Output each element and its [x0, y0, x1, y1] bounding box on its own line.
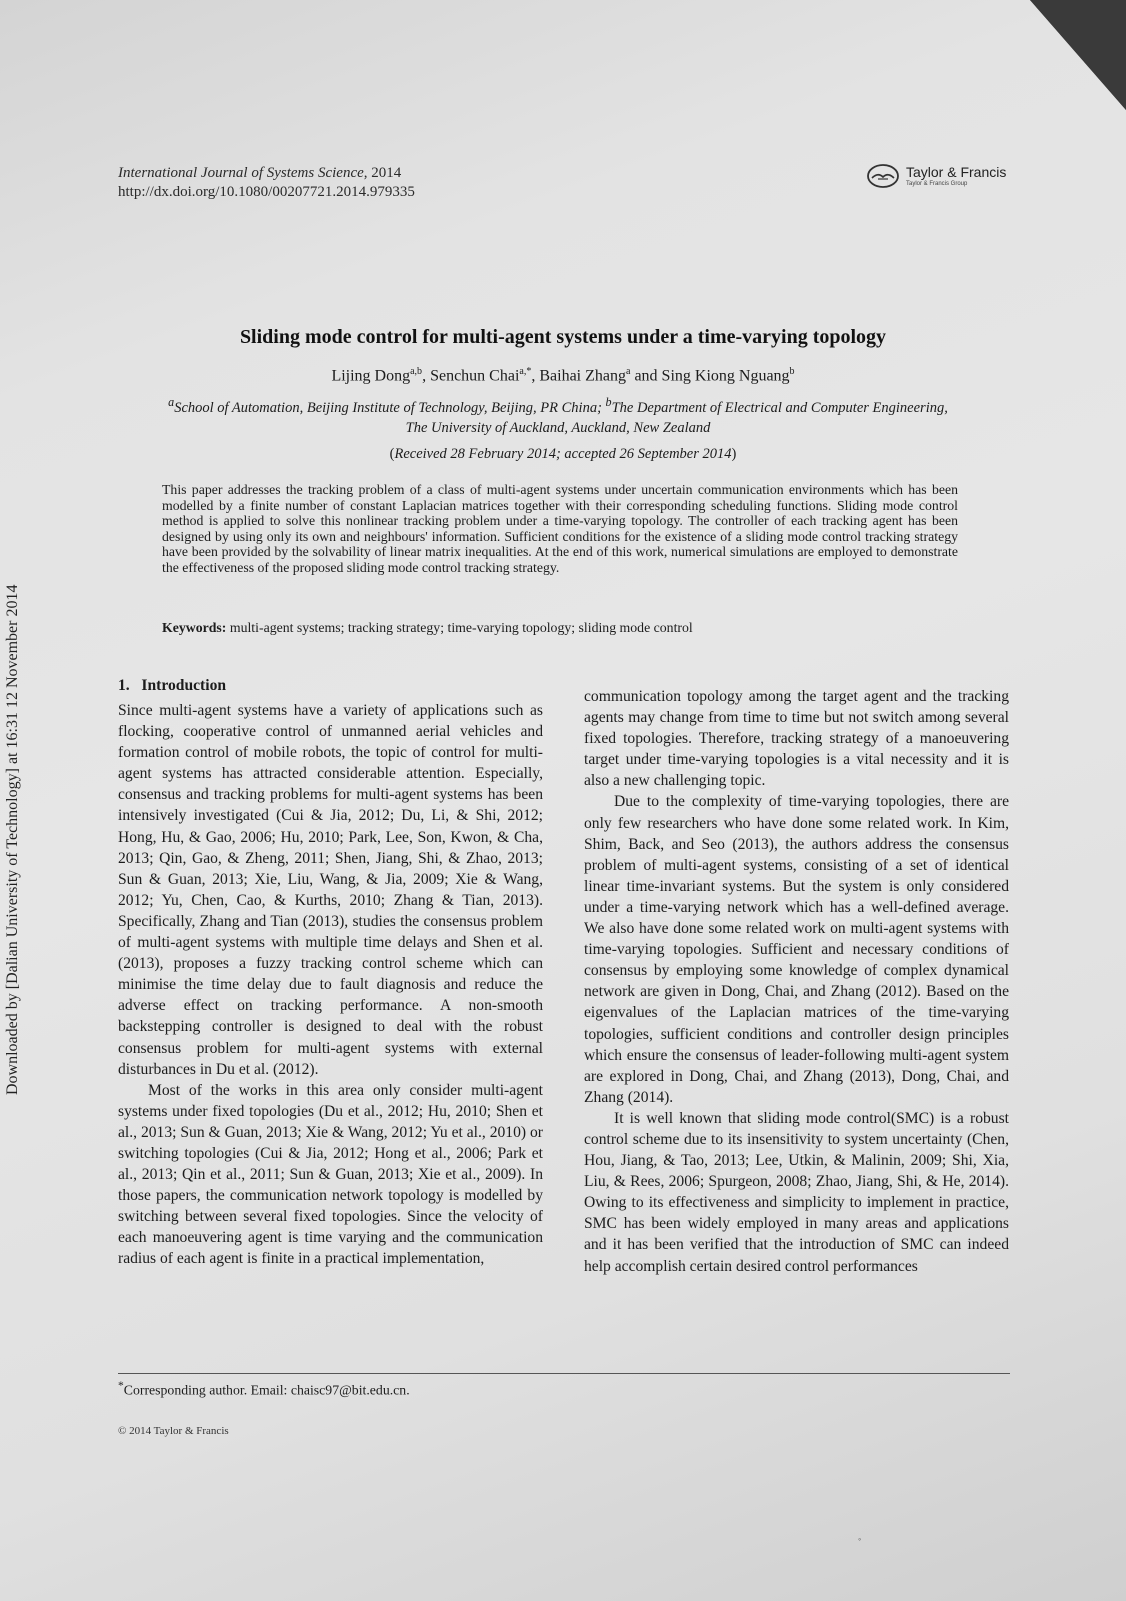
right-column [584, 686, 1009, 1277]
publisher-logo [866, 163, 1006, 189]
keywords-label: Keywords: [162, 620, 227, 635]
doi-link[interactable]: http://dx.doi.org/10.1080/00207721.2014.979335 [118, 184, 415, 200]
journal-year: , 2014 [363, 165, 402, 181]
keywords-text: multi-agent systems; tracking strategy; time-varying topology; sliding mode control [229, 620, 693, 635]
keywords [162, 620, 958, 636]
journal-name: International Journal of Systems Science [118, 165, 364, 181]
section-number: 1. [118, 677, 130, 694]
author-name: Sing Kiong Nguang [661, 367, 790, 385]
affil-b: The Department of Electrical and Computer Engineering, [611, 399, 948, 416]
affil-a: School of Automation, Beijing Institute of Technology, Beijing, PR China; [174, 399, 606, 416]
author-sup: a [625, 366, 631, 377]
section-heading [118, 677, 226, 695]
paragraph: Since multi-agent systems have a variety of applications such as flocking, cooperative control of unmanned aerial vehicles and formation control of mobile robots, the topic of control for multi-agent systems has attracted considerable attention. Especially, consensus and tracking problems for multi-agent systems has been intensively investigated (Cui & Jia, 2012; Du, Li, & Shi, 2012; Hong, Hu, & Gao, 2006; Hu, 2010; Park, Lee, Son, Kwon, & Cha, 2013; Qin, Gao, & Zheng, 2011; Shen, Jiang, Shi, & Zhao, 2013; Sun & Guan, 2013; Xie, Liu, Wang, & Jia, 2009; Xie & Wang, 2012; Yu, Chen, Cao, & Kurths, 2010; Zhang & Tian, 2013). Specifically, Zhang and Tian (2013), studies the consensus problem of multi-agent systems with multiple time delays and Shen et al. (2013), proposes a fuzzy tracking control scheme which can minimise the time delay due to fault diagnosis and reduce the adverse effect on tracking performance. A non-smooth backstepping controller is designed to deal with the robust consensus problem for multi-agent systems with external disturbances in Du et al. (2012). [118, 702, 543, 1078]
paragraph: communication topology among the target agent and the tracking agents may change from time to time but not switch among several fixed topologies. Therefore, tracking strategy of a manoeuvering target under time-varying topologies is a vital necessity and it is also a new challenging topic. [584, 688, 1009, 790]
affil-sup-a: a [168, 395, 175, 409]
publisher-brand: Taylor & Francis [906, 163, 1007, 180]
footnote-mark: * [118, 1380, 124, 1392]
author-sup: a,b [410, 366, 423, 377]
affiliations [118, 392, 998, 438]
publisher-group: Taylor & Francis Group [906, 180, 968, 187]
author-name: Baihai Zhang [539, 367, 626, 385]
author-sep: and [630, 367, 662, 385]
abstract: This paper addresses the tracking problem of a class of multi-agent systems under uncertain communication environments which has been modelled by a finite number of constant Laplacian matrices together with their corresponding scheduling functions. Sliding mode control method is applied to solve this nonlinear tracking problem under a time-varying topology. The controller of each tracking agent has been designed by using only its own and neighbours' information. Sufficient conditions for the existence of a sliding mode control tracking strategy have been provided by the solvability of linear matrix inequalities. At the end of this work, numerical simulations are employed to demonstrate the effectiveness of the proposed sliding mode control tracking strategy. [162, 482, 958, 575]
affil-b-line2: The University of Auckland, Auckland, New Zealand [405, 419, 711, 436]
author-sep: , [422, 367, 431, 385]
journal-header [118, 164, 415, 202]
author-sup: a,* [519, 366, 532, 377]
affil-sup-b: b [605, 395, 612, 409]
received-text: Received 28 February 2014; accepted 26 September 2014 [394, 446, 732, 462]
author-list [0, 366, 1126, 385]
received-dates: (Received 28 February 2014; accepted 26 September 2014) [389, 446, 737, 462]
page-dot: ◦ [858, 1534, 862, 1544]
footnote-text: Corresponding author. Email: chaisc97@bit.edu.cn. [123, 1382, 410, 1398]
taylor-francis-logo-icon [866, 163, 900, 189]
left-column [118, 700, 543, 1270]
footnote [118, 1380, 410, 1399]
paper-title: Sliding mode control for multi-agent systems under a time-varying topology [239, 326, 887, 348]
paragraph: It is well known that sliding mode control(SMC) is a robust control scheme due to its insensitivity to system uncertainty (Chen, Hou, Jiang, & Tao, 2013; Lee, Utkin, & Malinin, 2009; Shi, Xia, Liu, & Rees, 2006; Spurgeon, 2008; Zhao, Jiang, Shi, & He, 2014). Owing to its effectiveness and simplicity to implement in practice, SMC has been widely employed in many areas and applications and it has been verified that the introduction of SMC can indeed help accomplish certain desired control performances [584, 1109, 1009, 1275]
author-sup: b [789, 366, 795, 377]
download-watermark: Downloaded by [Dalian University of Technology] at 16:31 12 November 2014 [4, 584, 21, 1095]
paragraph: Due to the complexity of time-varying topologies, there are only few researchers who have done some related work. In Kim, Shim, Back, and Seo (2013), the authors address the consensus problem of multi-agent systems, consisting of a set of identical linear time-invariant systems. But the system is only considered under a time-varying network which has a well-defined average. We also have done some related work on multi-agent systems with time-varying topologies. Sufficient and necessary conditions of consensus by employing some knowledge of complex dynamical network are given in Dong, Chai, and Zhang (2012). Based on the eigenvalues of the Laplacian matrices of the time-varying topologies, sufficient conditions and controller design principles which ensure the consensus of leader-following multi-agent system are explored in Dong, Chai, and Zhang (2013), Dong, Chai, and Zhang (2014). [584, 793, 1009, 1106]
footnote-divider [118, 1373, 1010, 1374]
author-name: Lijing Dong [331, 367, 411, 385]
section-title: Introduction [141, 677, 227, 694]
copyright: © 2014 Taylor & Francis [118, 1425, 229, 1437]
author-name: Senchun Chai [430, 367, 520, 385]
author-sep: , [531, 367, 540, 385]
paragraph: Most of the works in this area only consider multi-agent systems under fixed topologies (Du et al., 2012; Hu, 2010; Shen et al., 2013; Sun & Guan, 2013; Xie & Wang, 2012; Yu et al., 2010) or switching topologies (Cui & Jia, 2012; Hong et al., 2006; Park et al., 2013; Qin et al., 2011; Sun & Guan, 2013; Xie et al., 2009). In those papers, the communication network topology is modelled by switching between several fixed topologies. Since the velocity of each manoeuvering agent is time varying and the communication radius of each agent is finite in a practical implementation, [118, 1081, 543, 1268]
